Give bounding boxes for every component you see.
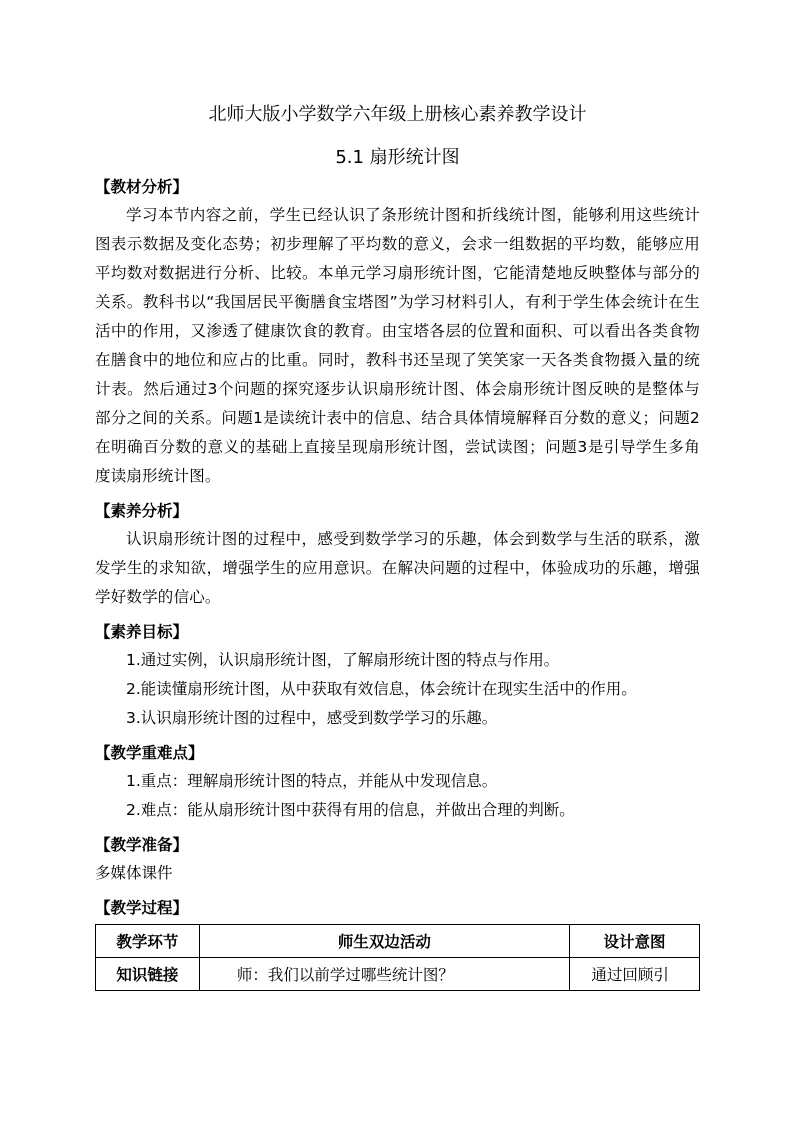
table-cell-activity: 师：我们以前学过哪些统计图？ — [199, 958, 569, 991]
table-header-stage: 教学环节 — [96, 925, 200, 958]
table-cell-stage: 知识链接 — [96, 958, 200, 991]
page-content — [95, 102, 700, 991]
heading-preparation: 【教学准备】 — [95, 836, 189, 854]
paragraph-literacy-analysis: 认识扇形统计图的过程中，感受到数学学习的乐趣，体会到数学与生活的联系，激发学生的求知欲，增强学生的应用意识。在解决问题的过程中，体验成功的乐趣，增强学好数学的信心。 — [95, 530, 700, 606]
process-table — [95, 924, 700, 991]
list-item: 2.能读懂扇形统计图，从中获取有效信息，体会统计在现实生活中的作用。 — [126, 680, 637, 698]
heading-key-points: 【教学重难点】 — [95, 744, 204, 762]
list-literacy-goals — [95, 646, 700, 733]
heading-process: 【教学过程】 — [95, 899, 189, 917]
document-title: 北师大版小学数学六年级上册核心素养教学设计 — [208, 104, 587, 125]
paragraph-textbook-analysis: 学习本节内容之前，学生已经认识了条形统计图和折线统计图，能够利用这些统计图表示数据及变化态势；初步理解了平均数的意义，会求一组数据的平均数，能够应用平均数对数据进行分析、比较。本单元学习扇形统计图，它能清楚地反映整体与部分的关系。教科书以“我国居民平衡膳食宝塔图”为学习材料引人，有利于学生体会统计在生活中的作用，又渗透了健康饮食的教育。由宝塔各层的位置和面积、可以看出各类食物在膳食中的地位和应占的比重。同时，教科书还呈现了笑笑家一天各类食物摄入量的统计表。然后通过3个问题的探究逐步认识扇形统计图、体会扇形统计图反映的是整体与部分之间的关系。问题1是读统计表中的信息、结合具体情境解释百分数的意义；问题2在明确百分数的意义的基础上直接呈现扇形统计图，尝试读图；问题3是引导学生多角度读扇形统计图。 — [95, 206, 700, 485]
heading-textbook-analysis: 【教材分析】 — [95, 178, 189, 196]
list-item: 1.重点：理解扇形统计图的特点，并能从中发现信息。 — [126, 772, 498, 790]
table-header-activity: 师生双边活动 — [199, 925, 569, 958]
preparation-text: 多媒体课件 — [95, 864, 173, 882]
list-item: 1.通过实例，认识扇形统计图，了解扇形统计图的特点与作用。 — [126, 651, 560, 669]
heading-literacy-analysis: 【素养分析】 — [95, 502, 189, 520]
list-item: 2.难点：能从扇形统计图中获得有用的信息，并做出合理的判断。 — [126, 801, 575, 819]
list-item: 3.认识扇形统计图的过程中，感受到数学学习的乐趣。 — [126, 709, 498, 727]
lesson-title: 5.1 扇形统计图 — [335, 147, 460, 168]
heading-literacy-goals: 【素养目标】 — [95, 623, 189, 641]
table-header-intent: 设计意图 — [569, 925, 699, 958]
table-cell-intent: 通过回顾引 — [569, 958, 699, 991]
table-header-row — [96, 925, 700, 958]
table-row — [96, 958, 700, 991]
list-key-points — [95, 767, 700, 825]
